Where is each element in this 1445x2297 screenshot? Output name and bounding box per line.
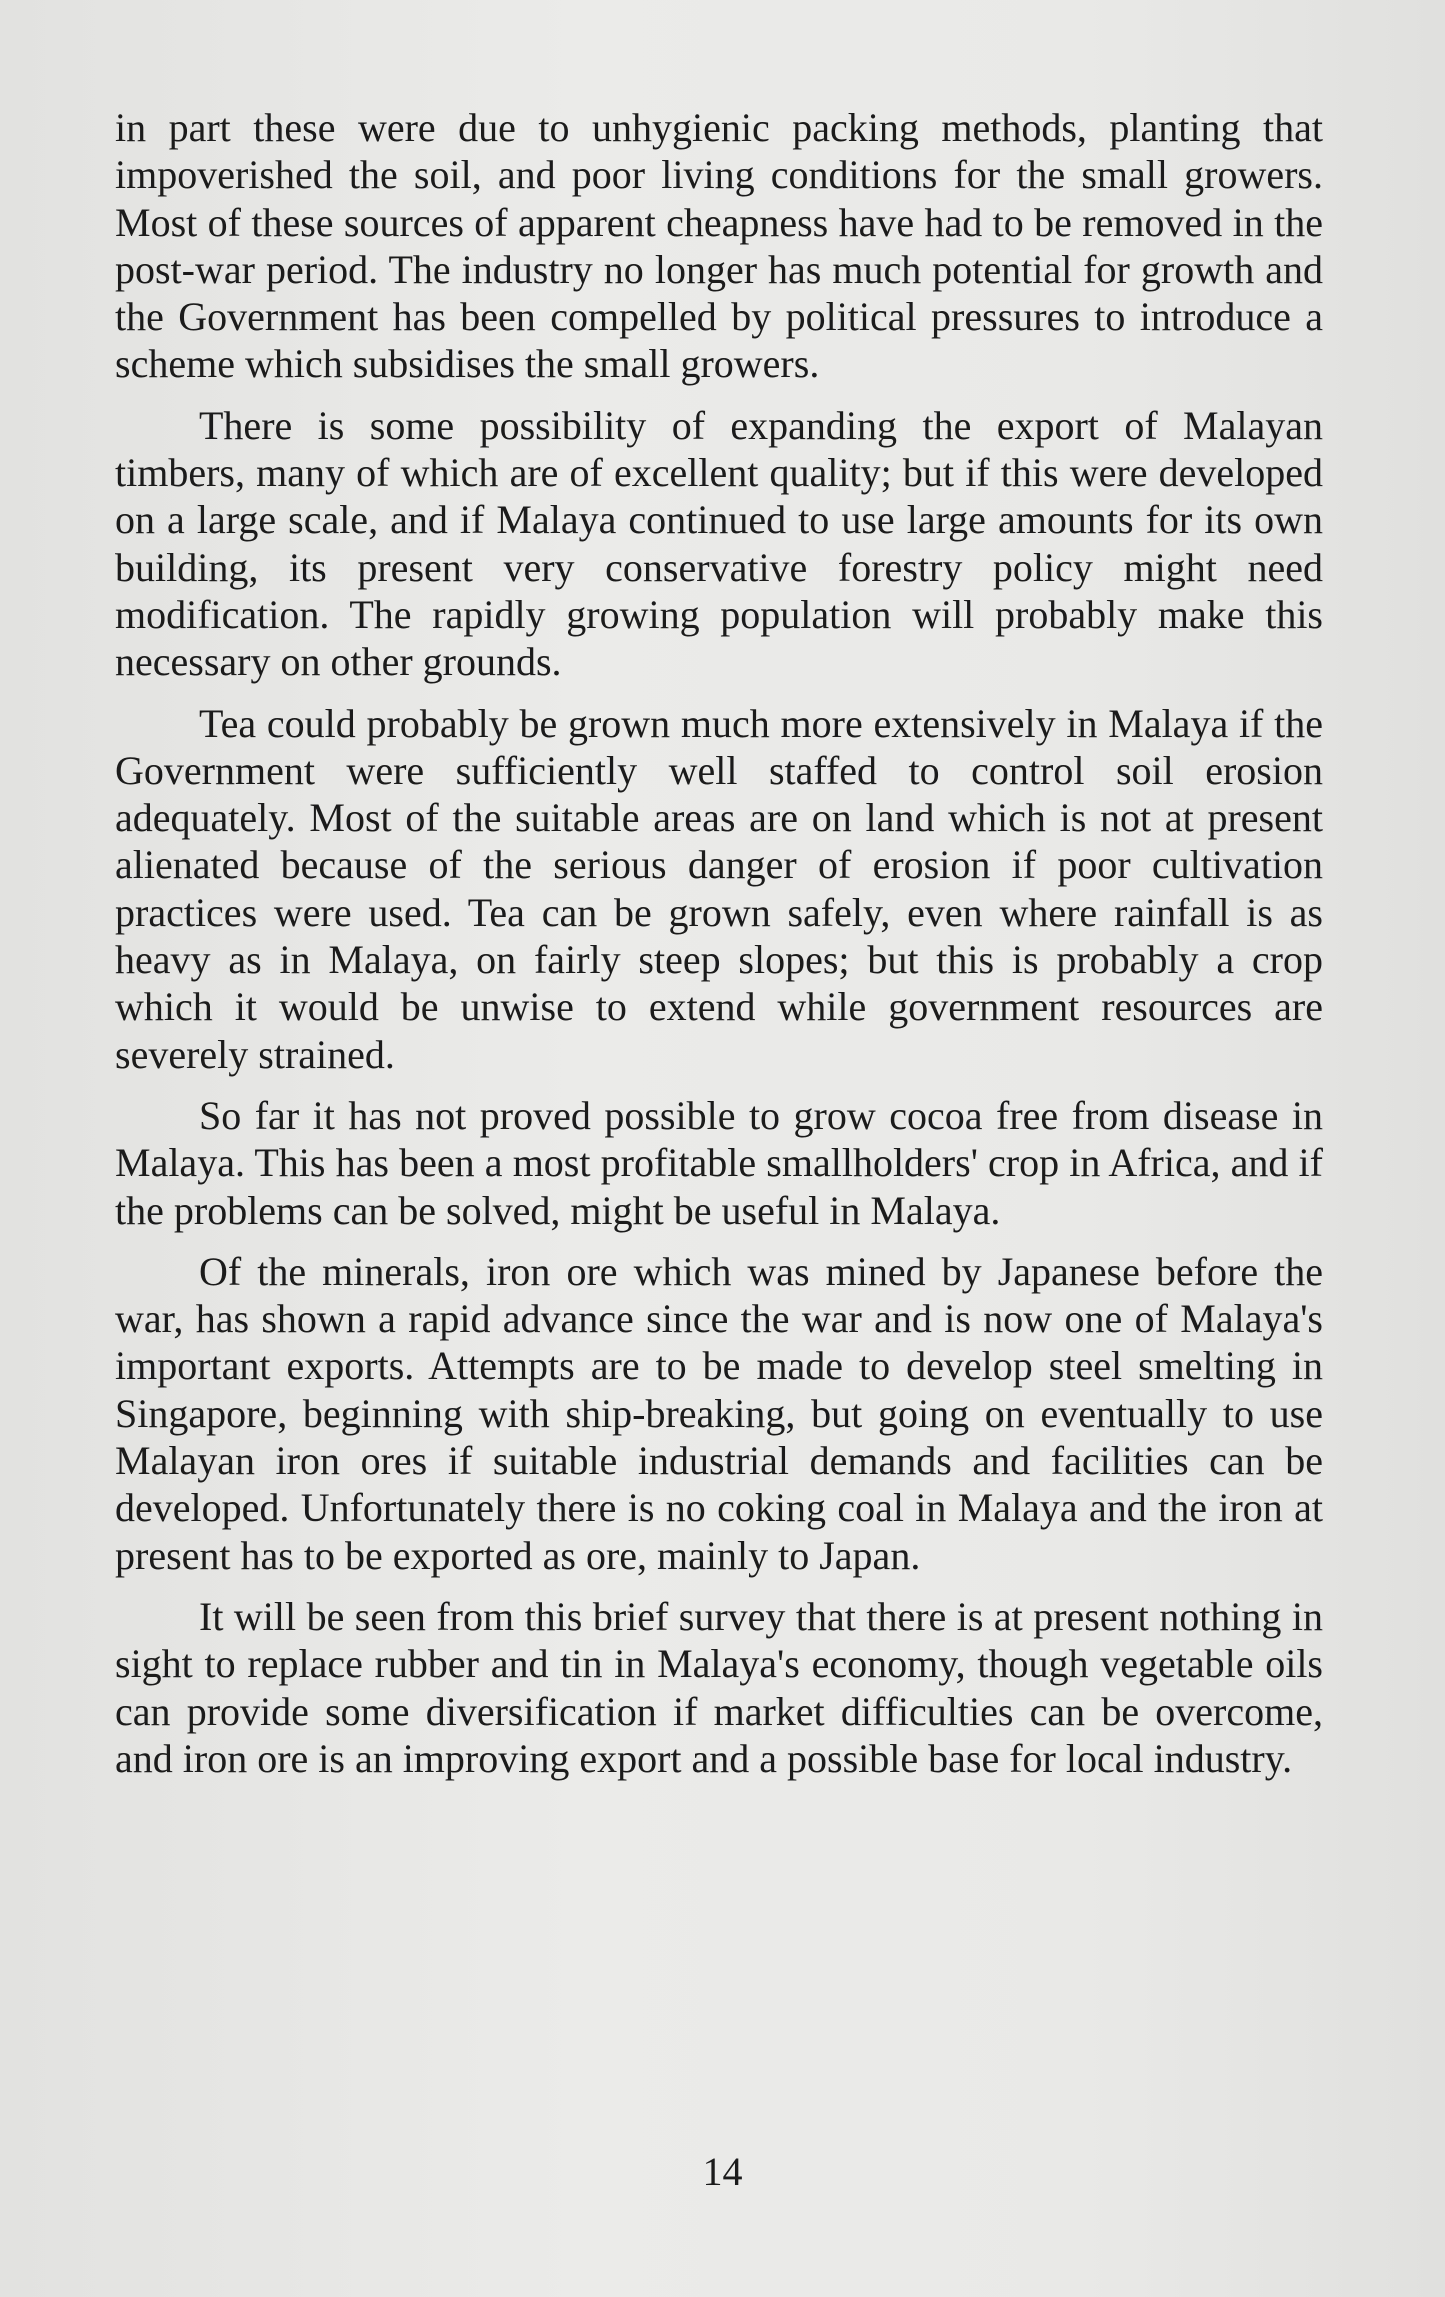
paragraph-iron-ore: Of the minerals, iron ore which was mined by Japanese before the war, has shown a rapid advance since the war and is now one of Malaya's important exports. Attempts are to be made to develop steel smelting in Singapore, beginning with ship-breaking, but going on eventually to use Malayan iron ores if suitable industrial demands and facilities can be developed. Unfortunately there is no coking coal in Malaya and the iron at present has to be exported as ore, mainly to Japan. (115, 1248, 1323, 1578)
paragraph-cocoa: So far it has not proved possible to grow cocoa free from disease in Malaya. This has been a most profitable smallholders' crop in Africa, and if the problems can be solved, might be useful in Malaya. (115, 1092, 1323, 1233)
paragraph-tea: Tea could probably be grown much more extensively in Malaya if the Government were sufficiently well staffed to control soil erosion adequately. Most of the suitable areas are on land which is not at present alienated because of the serious danger of erosion if poor cultivation practices were used. Tea can be grown safely, even where rainfall is as heavy as in Malaya, on fairly steep slopes; but this is probably a crop which it would be unwise to extend while government resources are severely strained. (115, 700, 1323, 1077)
paragraph-timbers: There is some possibility of expanding the export of Malayan timbers, many of which are of excellent quality; but if this were developed on a large scale, and if Malaya continued to use large amounts for its own building, its present very conservative forestry policy might need modification. The rapidly growing population will probably make this necessary on other grounds. (115, 402, 1323, 685)
paragraph-continued: in part these were due to unhygienic packing methods, planting that impoverished the soil, and poor living conditions for the small growers. Most of these sources of apparent cheapness have had to be removed in the post-war period. The industry no longer has much potential for growth and the Government has been compelled by political pressures to introduce a scheme which subsidises the small growers. (115, 105, 1323, 387)
paragraph-conclusion: It will be seen from this brief survey that there is at present nothing in sight to replace rubber and tin in Malaya's economy, though vegetable oils can provide some diversification if market difficulties can be overcome, and iron ore is an improving export and a possible base for local industry. (115, 1593, 1323, 1781)
page-number: 14 (702, 2149, 743, 2194)
body-text (115, 104, 1323, 1796)
